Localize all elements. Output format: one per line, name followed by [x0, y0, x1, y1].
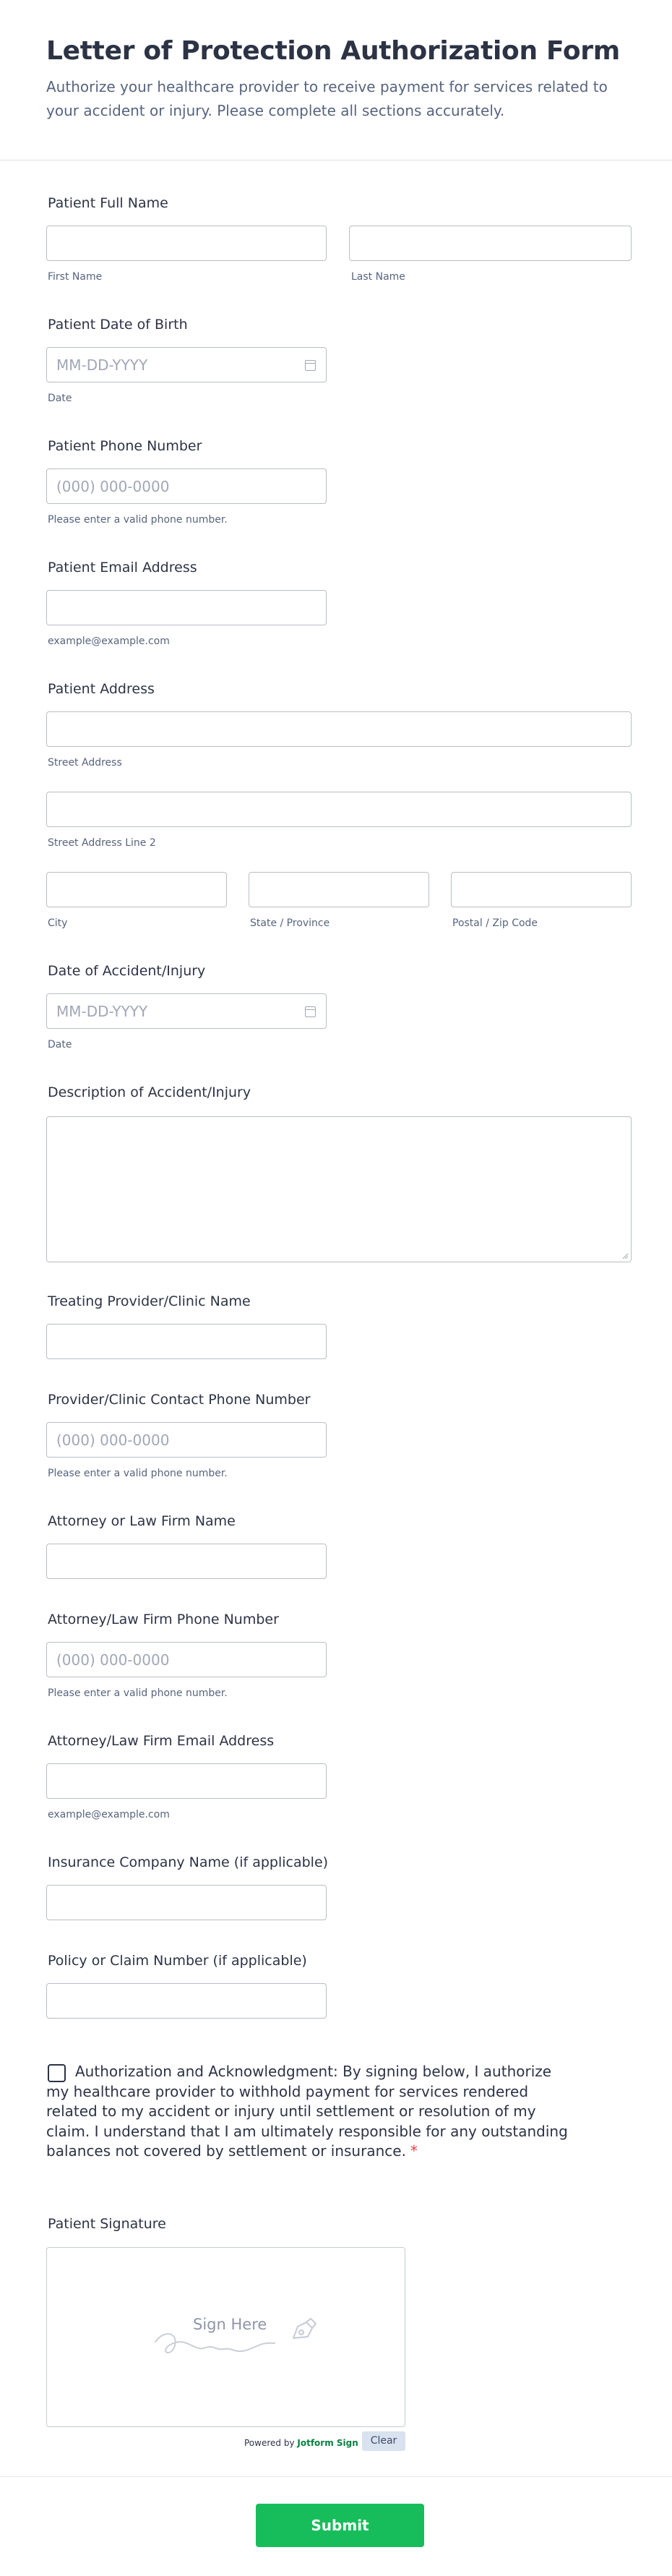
- consent-label: Authorization and Acknowledgment: By signing below, I authorize my healthcare provider to withhold payment for services rendered related to my accident or injury until settlement or resolution of my claim. I understand that I am ultimately responsible for any outstanding balances not covered by settlement or insurance.: [46, 2063, 568, 2160]
- patient-phone-input[interactable]: [46, 468, 327, 504]
- clear-signature-button[interactable]: Clear: [362, 2431, 405, 2451]
- last-name-sublabel: Last Name: [351, 271, 405, 283]
- submit-button[interactable]: Submit Authorization: [256, 2504, 424, 2547]
- patient-email-input[interactable]: [46, 590, 327, 625]
- policy-number-label: Policy or Claim Number (if applicable): [48, 1953, 307, 1969]
- attorney-email-sublabel: example@example.com: [48, 1809, 170, 1820]
- patient-dob-placeholder: MM-DD-YYYY: [56, 356, 148, 374]
- signature-placeholder: Sign Here: [193, 2316, 267, 2333]
- street-address-line2-sublabel: Street Address Line 2: [48, 837, 156, 849]
- patient-phone-sublabel: Please enter a valid phone number.: [48, 514, 228, 526]
- calendar-icon[interactable]: [305, 1006, 316, 1017]
- patient-email-label: Patient Email Address: [48, 560, 197, 575]
- patient-dob-input[interactable]: [46, 347, 327, 382]
- provider-name-label: Treating Provider/Clinic Name: [48, 1293, 251, 1309]
- provider-phone-label: Provider/Clinic Contact Phone Number: [48, 1392, 311, 1408]
- consent-text: [46, 2062, 574, 2162]
- signature-label: Patient Signature: [48, 2216, 166, 2232]
- attorney-name-label: Attorney or Law Firm Name: [48, 1513, 236, 1529]
- state-input[interactable]: [249, 872, 429, 907]
- street-address-input[interactable]: [46, 711, 632, 747]
- policy-number-input[interactable]: [46, 1983, 327, 2019]
- footer-divider: [0, 2476, 672, 2477]
- patient-phone-label: Patient Phone Number: [48, 438, 202, 454]
- attorney-phone-placeholder: (000) 000-0000: [56, 1651, 170, 1669]
- powered-by: [244, 2438, 358, 2448]
- insurance-company-input[interactable]: [46, 1885, 327, 1920]
- pen-nib-icon: [289, 2316, 318, 2342]
- state-sublabel: State / Province: [250, 917, 330, 929]
- attorney-email-label: Attorney/Law Firm Email Address: [48, 1733, 275, 1749]
- powered-prefix: Powered by: [244, 2438, 295, 2448]
- signature-pad[interactable]: [46, 2247, 405, 2427]
- zip-input[interactable]: [451, 872, 632, 907]
- insurance-company-label: Insurance Company Name (if applicable): [48, 1854, 329, 1870]
- consent-checkbox[interactable]: [48, 2064, 66, 2082]
- attorney-phone-label: Attorney/Law Firm Phone Number: [48, 1612, 279, 1627]
- first-name-input[interactable]: [46, 226, 327, 261]
- accident-date-sublabel: Date: [48, 1039, 72, 1050]
- resize-handle-icon[interactable]: [621, 1252, 629, 1259]
- last-name-input[interactable]: [349, 226, 632, 261]
- required-asterisk: *: [410, 2142, 418, 2160]
- accident-description-label: Description of Accident/Injury: [48, 1084, 251, 1100]
- city-input[interactable]: [46, 872, 227, 907]
- patient-dob-sublabel: Date: [48, 393, 72, 404]
- accident-date-placeholder: MM-DD-YYYY: [56, 1003, 148, 1020]
- form-header: [0, 0, 672, 161]
- calendar-icon[interactable]: [305, 360, 316, 371]
- accident-date-label: Date of Accident/Injury: [48, 963, 206, 979]
- accident-date-input[interactable]: [46, 993, 327, 1029]
- patient-address-label: Patient Address: [48, 681, 155, 697]
- patient-phone-placeholder: (000) 000-0000: [56, 478, 170, 495]
- street-address-line2-input[interactable]: [46, 792, 632, 827]
- attorney-phone-sublabel: Please enter a valid phone number.: [48, 1687, 228, 1699]
- provider-name-input[interactable]: [46, 1324, 327, 1359]
- powered-brand-link[interactable]: Jotform Sign: [297, 2438, 358, 2448]
- patient-dob-label: Patient Date of Birth: [48, 317, 188, 333]
- attorney-name-input[interactable]: [46, 1544, 327, 1579]
- form-title: Letter of Protection Authorization Form: [46, 36, 620, 66]
- first-name-sublabel: First Name: [48, 271, 103, 283]
- patient-email-sublabel: example@example.com: [48, 636, 170, 647]
- patient-name-label: Patient Full Name: [48, 195, 168, 211]
- street-address-sublabel: Street Address: [48, 757, 122, 769]
- city-sublabel: City: [48, 917, 68, 929]
- accident-description-textarea[interactable]: [46, 1116, 632, 1262]
- provider-phone-placeholder: (000) 000-0000: [56, 1432, 170, 1449]
- attorney-email-input[interactable]: [46, 1763, 327, 1799]
- provider-phone-sublabel: Please enter a valid phone number.: [48, 1468, 228, 1479]
- zip-sublabel: Postal / Zip Code: [452, 917, 538, 929]
- attorney-phone-input[interactable]: [46, 1642, 327, 1677]
- form-subtitle: Authorize your healthcare provider to receive payment for services related to your accident or injury. Please complete all sections accurately.: [46, 78, 608, 119]
- provider-phone-input[interactable]: [46, 1422, 327, 1458]
